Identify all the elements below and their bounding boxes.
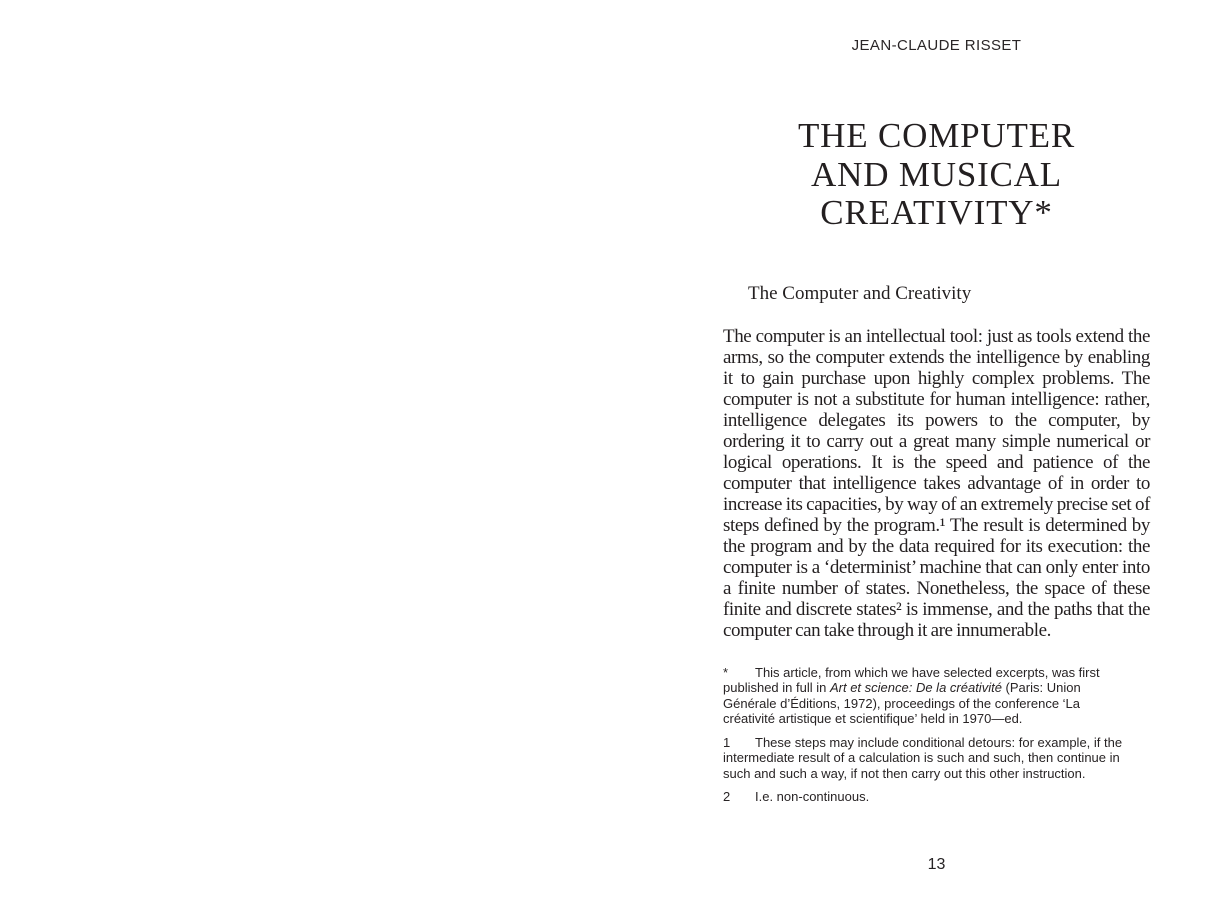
footnotes: [723, 665, 1131, 805]
footnote-marker-1: 1: [723, 734, 731, 750]
title-line-3: CREATIVITY*: [820, 193, 1053, 232]
text-column: [723, 0, 1150, 813]
footnote-1-text: These steps may include conditional detours: for example, if the intermediate result of a calculation is such and such, then continue in such and such a way, if not then carry out this other instruction.: [723, 734, 1123, 781]
footnote-text-after-italic: (Paris: Union Générale d’Éditions, 1972), proceedings of the conference ‘La créativité artistique et scientifique’ held in 1970—ed.: [723, 680, 1081, 726]
footnote-marker-asterisk: *: [723, 664, 729, 680]
title-line-1: THE COMPUTER: [798, 116, 1075, 155]
page-number: 13: [927, 856, 946, 873]
footnote-2-text: I.e. non-continuous.: [755, 789, 870, 804]
footnote-italic-book-title: Art et science: De la créativité: [829, 680, 1002, 695]
right-page: [616, 0, 1232, 912]
section-heading: The Computer and Creativity: [748, 282, 972, 304]
body-paragraph: The computer is an intellectual tool: just as tools extend the arms, so the computer extends the intelligence by enabling it to gain purchase upon highly complex problems. The computer is not a substitute for human intelligence: rather, intelligence delegates its powers to the computer, by ordering it to carry out a great many simple numerical or logical operations. It is the speed and patience of the computer that intelligence takes advantage of in order to increase its capacities, by way of an extremely precise set of steps defined by the program.¹ The result is determined by the program and by the data required for its execution: the computer is a ‘determinist’ machine that can only enter into a finite number of states. Nonetheless, the space of these finite and discrete states² is immense, and the paths that the computer can take through it are innumerable.: [723, 325, 1150, 641]
footnote-marker-2: 2: [723, 789, 731, 804]
footnote-1: [723, 735, 1131, 782]
running-head-author: JEAN-CLAUDE RISSET: [851, 37, 1022, 54]
footnote-2: [723, 789, 1131, 805]
article-title: [723, 117, 1150, 233]
footnote-asterisk: [723, 665, 1131, 727]
title-line-2: AND MUSICAL: [811, 154, 1062, 194]
footnote-text-before-italic: This article, from which we have selected excerpts, was first published in full in: [723, 664, 1100, 695]
